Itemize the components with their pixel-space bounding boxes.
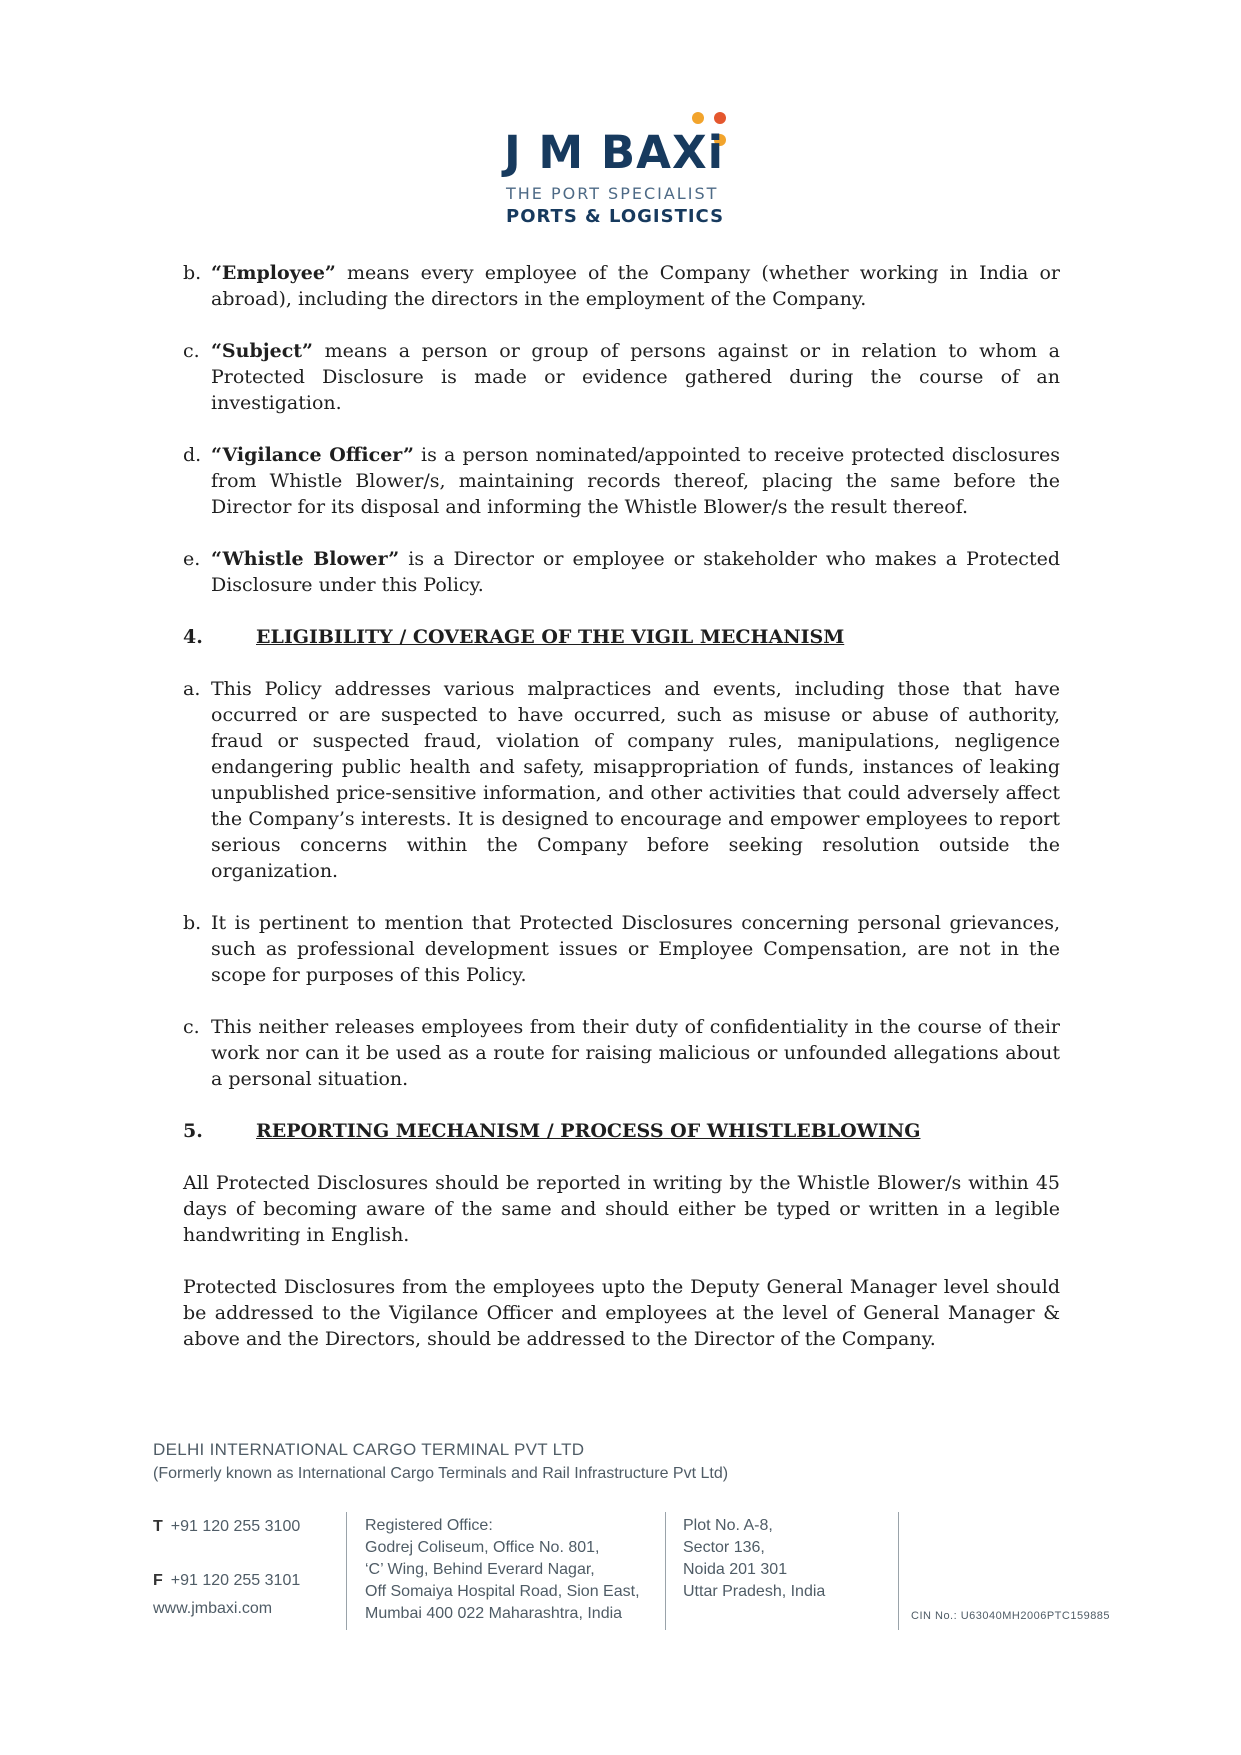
section-title: REPORTING MECHANISM / PROCESS OF WHISTLEBLOWING: [256, 1120, 921, 1142]
address-line: Off Somaiya Hospital Road, Sion East,: [365, 1583, 640, 1600]
footer-divider: [898, 1512, 899, 1630]
definition-text: means a person or group of persons against or in relation to whom a Protected Disclosure is made or evidence gathered during the course of an investigation.: [211, 340, 1060, 414]
phone-label: T: [153, 1518, 163, 1535]
item-marker: e.: [183, 548, 201, 570]
address-line: ‘C’ Wing, Behind Everard Nagar,: [365, 1561, 595, 1578]
definition-term: “Whistle Blower”: [211, 548, 400, 570]
item-text: This neither releases employees from their duty of confidentiality in the course of their work nor can it be used as a route for raising malicious or unfounded allegations about a personal situation.: [211, 1016, 1060, 1090]
footer-divider: [665, 1512, 666, 1630]
section-number: 4.: [183, 626, 203, 648]
definition-text: means every employee of the Company (whether working in India or abroad), including the directors in the employment of the Company.: [211, 262, 1060, 310]
section-title: ELIGIBILITY / COVERAGE OF THE VIGIL MECHANISM: [256, 626, 845, 648]
footer-plot-address: [683, 1515, 825, 1603]
address-line: Plot No. A-8,: [683, 1517, 773, 1534]
definition-term: “Subject”: [211, 340, 313, 362]
definition-term: “Vigilance Officer”: [211, 444, 414, 466]
section-number: 5.: [183, 1120, 203, 1142]
section-5-heading: [183, 1118, 1060, 1144]
item-marker: a.: [183, 678, 201, 700]
address-line: Uttar Pradesh, India: [683, 1583, 826, 1600]
footer-company-name: DELHI INTERNATIONAL CARGO TERMINAL PVT LTD: [153, 1440, 585, 1459]
fax-label: F: [153, 1572, 163, 1589]
section-4-item-b: [183, 910, 1060, 988]
footer-website[interactable]: www.jmbaxi.com: [153, 1600, 273, 1617]
logo-dot-orange: [692, 112, 704, 124]
definition-text: is a Director or employee or stakeholder who makes a Protected Disclosure under this Policy.: [211, 548, 1060, 596]
item-marker: c.: [183, 1016, 200, 1038]
definition-subject: [183, 338, 1060, 416]
definition-text: is a person nominated/appointed to receive protected disclosures from Whistle Blower/s, maintaining records thereof, placing the same before the Director for its disposal and informing the Whistle Blower/s the result thereof.: [211, 444, 1060, 518]
footer-phone: [153, 1516, 300, 1538]
footer-cin: CIN No.: U63040MH2006PTC159885: [911, 1610, 1111, 1622]
item-marker: b.: [183, 912, 202, 934]
fax-number: +91 120 255 3101: [170, 1572, 301, 1589]
section-4-item-a: [183, 676, 1060, 884]
item-marker: b.: [183, 262, 202, 284]
footer-fax: [153, 1570, 300, 1592]
item-text: It is pertinent to mention that Protected Disclosures concerning personal grievances, such as professional development issues or Employee Compensation, are not in the scope for purposes of this Policy.: [211, 912, 1060, 986]
logo-tagline: THE PORT SPECIALIST: [506, 184, 719, 203]
address-line: Mumbai 400 022 Maharashtra, India: [365, 1605, 623, 1622]
address-line: Sector 136,: [683, 1539, 765, 1556]
address-line: Godrej Coliseum, Office No. 801,: [365, 1539, 600, 1556]
phone-number: +91 120 255 3100: [170, 1518, 301, 1535]
definition-term: “Employee”: [211, 262, 336, 284]
item-text: This Policy addresses various malpractices and events, including those that have occurred or are suspected to have occurred, such as misuse or abuse of authority, fraud or suspected fraud, violation of company rules, manipulations, negligence endangering public health and safety, misappropriation of funds, instances of leaking unpublished price-sensitive information, and other activities that could adversely affect the Company’s interests. It is designed to encourage and empower employees to report serious concerns within the Company before seeking resolution outside the organization.: [211, 678, 1060, 882]
document-body: [183, 260, 1060, 1378]
definition-whistle-blower: [183, 546, 1060, 598]
letterhead-footer: [153, 1440, 1153, 1640]
footer-former-name: (Formerly known as International Cargo Terminals and Rail Infrastructure Pvt Ltd): [153, 1465, 729, 1482]
section-5-paragraph: All Protected Disclosures should be reported in writing by the Whistle Blower/s within 45 days of becoming aware of the same and should either be typed or written in a legible handwriting in English.: [183, 1172, 1060, 1246]
section-4-item-c: [183, 1014, 1060, 1092]
footer-divider: [346, 1512, 347, 1630]
item-marker: c.: [183, 340, 200, 362]
definition-employee: [183, 260, 1060, 312]
definition-vigilance-officer: [183, 442, 1060, 520]
logo-wordmark: J M BAXi: [504, 126, 725, 179]
section-4-heading: [183, 624, 1060, 650]
address-line: Registered Office:: [365, 1517, 493, 1534]
logo-dot-red: [714, 112, 726, 124]
address-line: Noida 201 301: [683, 1561, 788, 1578]
logo-subtitle: PORTS & LOGISTICS: [506, 206, 725, 227]
company-logo: [500, 108, 745, 230]
footer-registered-office: [365, 1515, 640, 1625]
item-marker: d.: [183, 444, 202, 466]
section-5-paragraph: Protected Disclosures from the employees upto the Deputy General Manager level should be addressed to the Vigilance Officer and employees at the level of General Manager & above and the Directors, should be addressed to the Director of the Company.: [183, 1276, 1060, 1350]
